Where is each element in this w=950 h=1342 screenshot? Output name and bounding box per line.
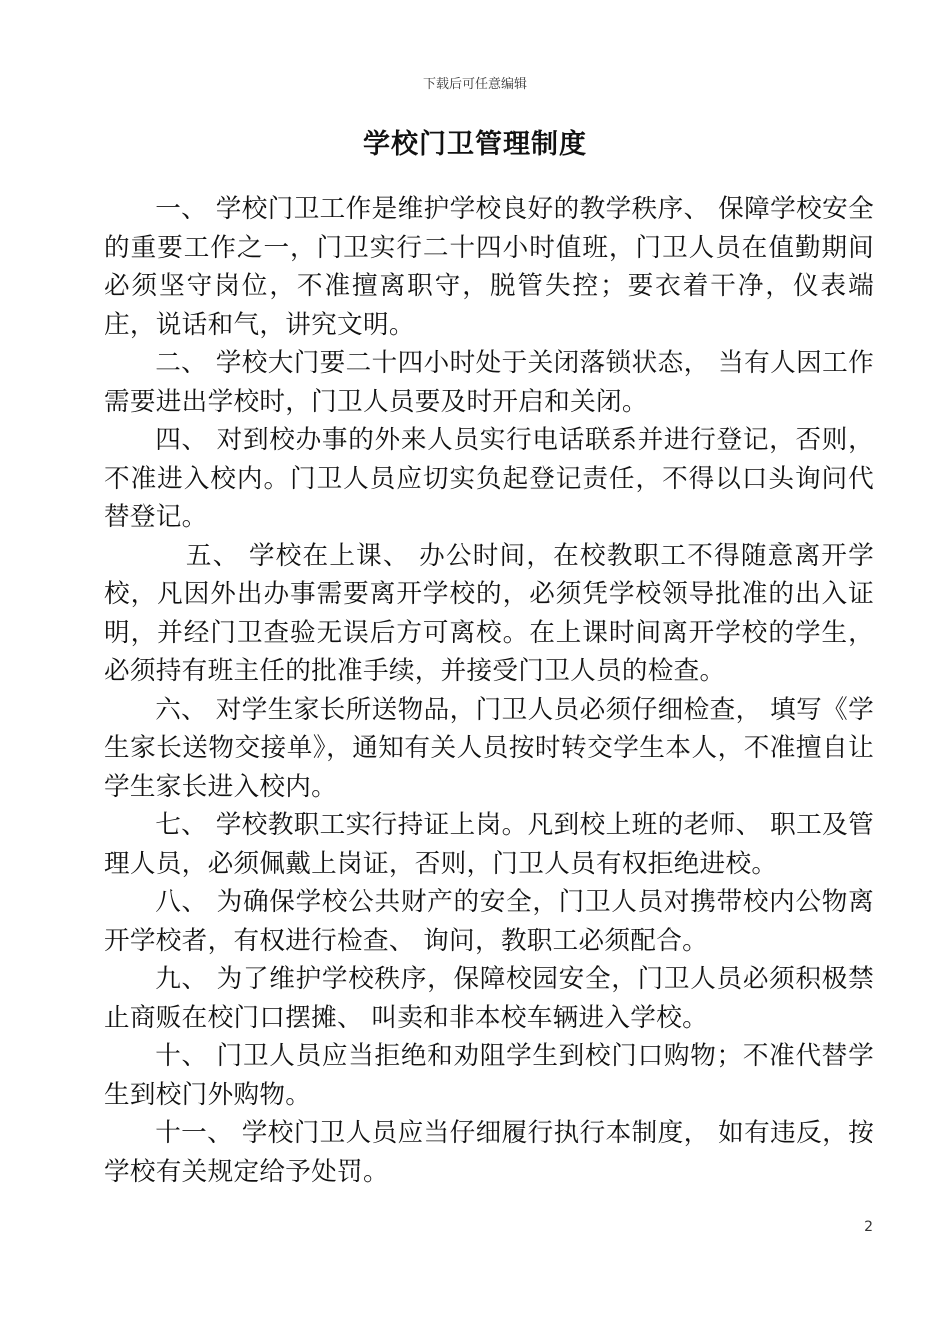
paragraph-9: 九、 为了维护学校秩序，保障校园安全，门卫人员必须积极禁止商贩在校门口摆摊、 叫卖和非本校车辆进入学校。	[104, 964, 874, 1033]
paragraph-11: 十一、 学校门卫人员应当仔细履行执行本制度， 如有违反，按学校有关规定给予处罚。	[104, 1118, 874, 1187]
paragraph-2: 二、 学校大门要二十四小时处于关闭落锁状态， 当有人因工作需要进出学校时，门卫人员要及时开启和关闭。	[104, 348, 874, 417]
paragraph-5: 五、 学校在上课、 办公时间，在校教职工不得随意离开学校，凡因外出办事需要离开学校的，必须凭学校领导批准的出入证明，并经门卫查验无误后方可离校。在上课时间离开学校的学生，必须持有班主任的批准手续，并接受门卫人员的检查。	[104, 540, 874, 686]
document-body	[104, 190, 874, 1191]
paragraph-4: 四、 对到校办事的外来人员实行电话联系并进行登记，否则，不准进入校内。门卫人员应切实负起登记责任，不得以口头询问代替登记。	[104, 425, 874, 532]
paragraph-6: 六、 对学生家长所送物品，门卫人员必须仔细检查， 填写《学生家长送物交接单》，通知有关人员按时转交学生本人，不准擅自让学生家长进入校内。	[104, 694, 874, 802]
page-number: 2	[864, 1219, 873, 1235]
header-note: 下载后可任意编辑	[422, 77, 527, 92]
paragraph-10: 十、 门卫人员应当拒绝和劝阻学生到校门口购物；不准代替学生到校门外购物。	[104, 1041, 874, 1110]
paragraph-7: 七、 学校教职工实行持证上岗。凡到校上班的老师、 职工及管理人员，必须佩戴上岗证，否则，门卫人员有权拒绝进校。	[104, 810, 874, 879]
paragraph-8: 八、 为确保学校公共财产的安全，门卫人员对携带校内公物离开学校者，有权进行检查、 询问，教职工必须配合。	[104, 887, 874, 956]
paragraph-1: 一、 学校门卫工作是维护学校良好的教学秩序、 保障学校安全的重要工作之一，门卫实行二十四小时值班，门卫人员在值勤期间必须坚守岗位，不准擅离职守，脱管失控；要衣着干净，仪表端庄，说话和气，讲究文明。	[104, 194, 874, 340]
document-title: 学校门卫管理制度	[363, 129, 587, 160]
